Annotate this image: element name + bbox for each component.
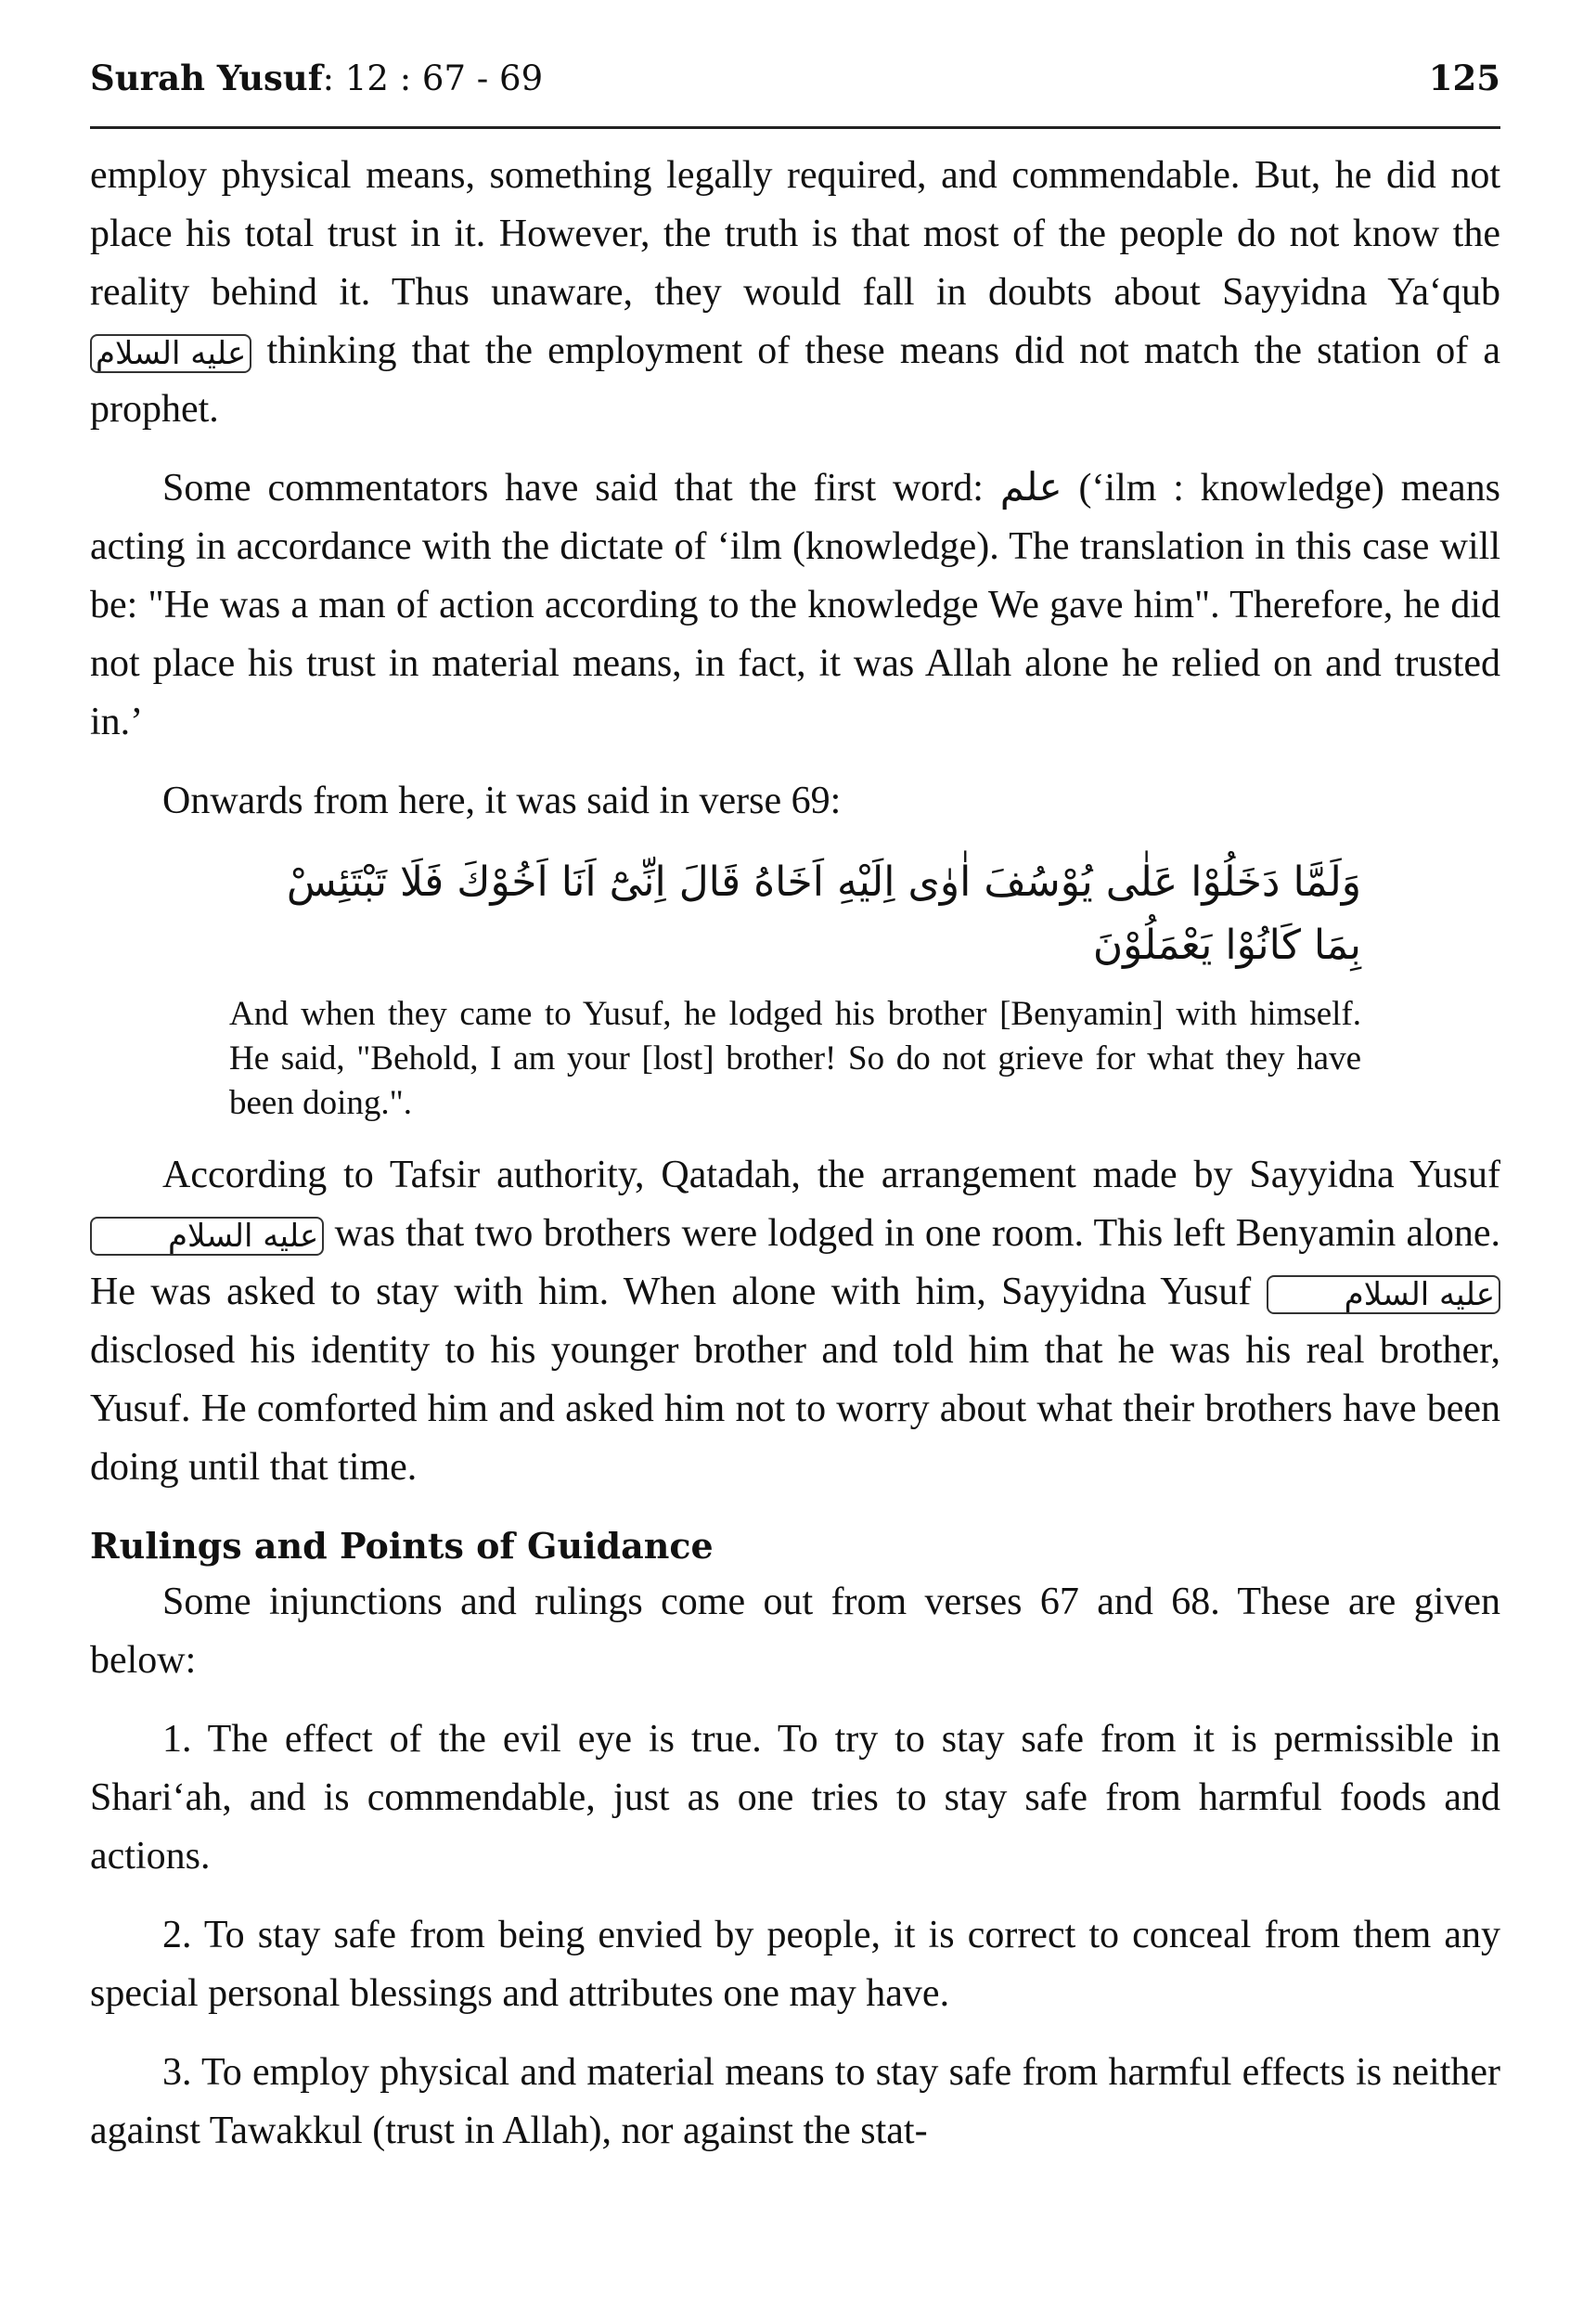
paragraph-3: Onwards from here, it was said in verse 69: xyxy=(162,780,842,822)
paragraph-4-text-a: According to Tafsir authority, Qatadah, the arrangement made by Sayyidna Yusuf xyxy=(162,1154,1500,1196)
paragraph-2: Some commentators have said that the first word: علم (‘ilm : knowledge) means acting in accordance with the dictate of ‘ilm (knowledge). The translation in this case will be: "He was a man of action according to the knowledge We gave him". Therefore, he did not place his trust in material means, in fact, it was Allah alone he relied on and trusted in.’ xyxy=(90,467,1500,743)
honorific-icon: عليه السلام xyxy=(1267,1275,1500,1314)
verse-reference: : 12 : 67 - 69 xyxy=(322,58,544,98)
paragraph-5: Some injunctions and rulings come out from verses 67 and 68. These are given below: xyxy=(90,1581,1500,1682)
ruling-2: 2. To stay safe from being envied by people, it is correct to conceal from them any special personal blessings and attributes one may have. xyxy=(90,1914,1500,2015)
paragraph-4-text-c: disclosed his identity to his younger brother and told him that he was his real brother, Yusuf. He comforted him and asked him not to worry about what their brothers have been doing until that time. xyxy=(90,1329,1500,1489)
paragraph-4-text-b: was that two brothers were lodged in one room. This left Benyamin alone. He was asked to stay with him. When alone with him, Sayyidna Yusuf xyxy=(90,1212,1501,1313)
header-rule xyxy=(90,126,1500,129)
ruling-1: 1. The effect of the evil eye is true. To try to stay safe from it is permissible in Shari‘ah, and is commendable, just as one tries to stay safe from harmful foods and actions. xyxy=(90,1718,1500,1878)
paragraph-1 xyxy=(90,147,1500,439)
arabic-verse: وَلَمَّا دَخَلُوْا عَلٰى يُوْسُفَ اٰوٰى اِلَيْهِ اَخَاهُ قَالَ اِنِّىْٓ اَنَا اَخُوْكَ فَلَا تَبْتَئِسْ بِمَا كَانُوْا يَعْمَلُوْنَ xyxy=(286,858,1361,969)
page-body xyxy=(90,147,1500,2161)
paragraph-4 xyxy=(90,1146,1500,1497)
honorific-icon: عليه السلام xyxy=(90,334,251,373)
paragraph-1-text-b: thinking that the employment of these means did not match the station of a prophet. xyxy=(90,329,1500,431)
ruling-3: 3. To employ physical and material means to stay safe from harmful effects is neither against Tawakkul (trust in Allah), nor against the stat- xyxy=(90,2051,1500,2152)
page-header xyxy=(90,58,1500,113)
page-number: 125 xyxy=(1428,58,1500,98)
paragraph-1-text-a: employ physical means, something legally required, and commendable. But, he did not place his total trust in it. However, the truth is that most of the people do not know the reality behind it. Thus unaware, they would fall in doubts about Sayyidna Ya‘qub xyxy=(90,154,1500,314)
section-heading: Rulings and Points of Guidance xyxy=(90,1525,714,1567)
honorific-icon: عليه السلام xyxy=(90,1217,324,1256)
surah-name: Surah Yusuf xyxy=(90,58,323,98)
running-head xyxy=(90,58,543,98)
verse-translation: And when they came to Yusuf, he lodged his brother [Benyamin] with himself. He said, "Behold, I am your [lost] brother! So do not grieve for what they have been doing.". xyxy=(229,995,1361,1122)
